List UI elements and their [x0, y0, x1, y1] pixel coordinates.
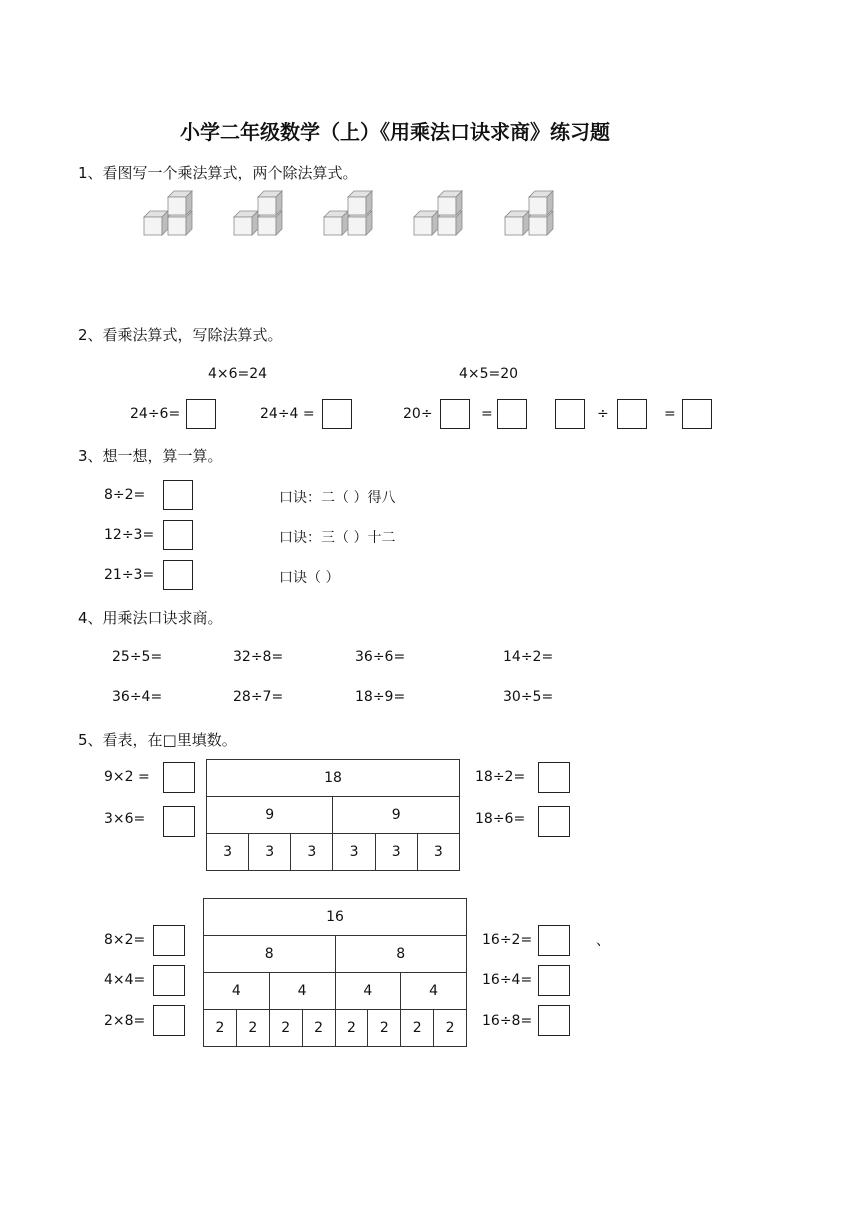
table-part-cell: 3	[249, 834, 291, 871]
q3-hint: 口诀：二（ ）得八	[279, 490, 396, 506]
table-part-cell: 2	[434, 1010, 467, 1047]
q4-item: 28÷7=	[233, 689, 284, 705]
q5a-right-expr: 18÷2=	[475, 769, 526, 785]
answer-box[interactable]	[163, 560, 193, 590]
answer-box[interactable]	[163, 762, 195, 793]
q5a-left-expr: 3×6=	[104, 811, 146, 827]
table-part-cell: 3	[417, 834, 459, 871]
q5a-right-expr: 18÷6=	[475, 811, 526, 827]
q2-prompt: 2、看乘法算式，写除法算式。	[78, 326, 283, 344]
q2-equation-a: 4×6=24	[208, 366, 268, 382]
cube-stack-icon	[232, 189, 284, 241]
table-part-cell: 2	[269, 1010, 302, 1047]
answer-box[interactable]	[186, 399, 216, 429]
q2-expr-3: 20÷	[403, 406, 433, 422]
table-half-cell: 8	[335, 936, 467, 973]
cube-stack-icon	[142, 189, 194, 241]
cube-stack-icon	[412, 189, 464, 241]
q5-prompt: 5、看表，在□里填数。	[78, 731, 237, 749]
q5b-left-expr: 2×8=	[104, 1013, 146, 1029]
q4-item: 25÷5=	[112, 649, 163, 665]
q2-equation-b: 4×5=20	[459, 366, 519, 382]
answer-box[interactable]	[538, 965, 570, 996]
table-part-cell: 2	[302, 1010, 335, 1047]
q3-hint: 口诀（ ）	[279, 570, 340, 586]
table-part-cell: 2	[204, 1010, 237, 1047]
table-half-cell: 9	[333, 797, 460, 834]
q3-expr: 12÷3=	[104, 527, 155, 543]
answer-box[interactable]	[153, 925, 185, 956]
table-part-cell: 3	[207, 834, 249, 871]
q5b-right-expr: 16÷8=	[482, 1013, 533, 1029]
table-part-cell: 3	[333, 834, 375, 871]
table-half-cell: 8	[204, 936, 336, 973]
answer-box[interactable]	[538, 1005, 570, 1036]
table-quarter-cell: 4	[335, 973, 401, 1010]
q2-expr-1: 24÷6=	[130, 406, 181, 422]
q3-hint: 口诀：三（ ）十二	[279, 530, 396, 546]
table-half-cell: 9	[207, 797, 333, 834]
table-part-cell: 2	[401, 1010, 434, 1047]
table-part-cell: 2	[368, 1010, 401, 1047]
table-total-cell: 18	[207, 760, 460, 797]
table-quarter-cell: 4	[269, 973, 335, 1010]
q2-divide-sign: ÷	[597, 406, 609, 422]
answer-box[interactable]	[163, 480, 193, 510]
q3-expr: 8÷2=	[104, 487, 146, 503]
q4-item: 36÷6=	[355, 649, 406, 665]
division-table-16	[203, 898, 467, 1047]
table-part-cell: 2	[335, 1010, 368, 1047]
q5b-right-expr: 16÷4=	[482, 972, 533, 988]
q5b-left-expr: 8×2=	[104, 932, 146, 948]
table-total-cell: 16	[204, 899, 467, 936]
q5b-right-expr: 16÷2=	[482, 932, 533, 948]
answer-box[interactable]	[538, 925, 570, 956]
answer-box[interactable]	[440, 399, 470, 429]
q2-expr-2: 24÷4 =	[260, 406, 315, 422]
q3-expr: 21÷3=	[104, 567, 155, 583]
q2-equals-2: =	[664, 406, 676, 422]
division-table-18	[206, 759, 460, 871]
q5a-left-expr: 9×2 =	[104, 769, 150, 785]
q5b-left-expr: 4×4=	[104, 972, 146, 988]
answer-box[interactable]	[538, 806, 570, 837]
q4-item: 36÷4=	[112, 689, 163, 705]
table-quarter-cell: 4	[401, 973, 467, 1010]
answer-box[interactable]	[322, 399, 352, 429]
answer-box[interactable]	[497, 399, 527, 429]
q4-item: 14÷2=	[503, 649, 554, 665]
answer-box[interactable]	[555, 399, 585, 429]
answer-box[interactable]	[682, 399, 712, 429]
table-part-cell: 3	[291, 834, 333, 871]
answer-box[interactable]	[617, 399, 647, 429]
cube-stack-icon	[322, 189, 374, 241]
answer-box[interactable]	[163, 520, 193, 550]
q4-item: 30÷5=	[503, 689, 554, 705]
cube-stack-icon	[503, 189, 555, 241]
q4-item: 32÷8=	[233, 649, 284, 665]
answer-box[interactable]	[538, 762, 570, 793]
page-title: 小学二年级数学（上）《用乘法口诀求商》练习题	[180, 120, 610, 144]
q5b-mark: 、	[596, 933, 610, 949]
answer-box[interactable]	[153, 965, 185, 996]
table-part-cell: 2	[236, 1010, 269, 1047]
q4-prompt: 4、用乘法口诀求商。	[78, 609, 223, 627]
table-quarter-cell: 4	[204, 973, 270, 1010]
q1-prompt: 1、看图写一个乘法算式，两个除法算式。	[78, 164, 358, 182]
answer-box[interactable]	[153, 1005, 185, 1036]
table-part-cell: 3	[375, 834, 417, 871]
q4-item: 18÷9=	[355, 689, 406, 705]
answer-box[interactable]	[163, 806, 195, 837]
q3-prompt: 3、想一想，算一算。	[78, 447, 223, 465]
q2-equals-1: =	[481, 406, 493, 422]
